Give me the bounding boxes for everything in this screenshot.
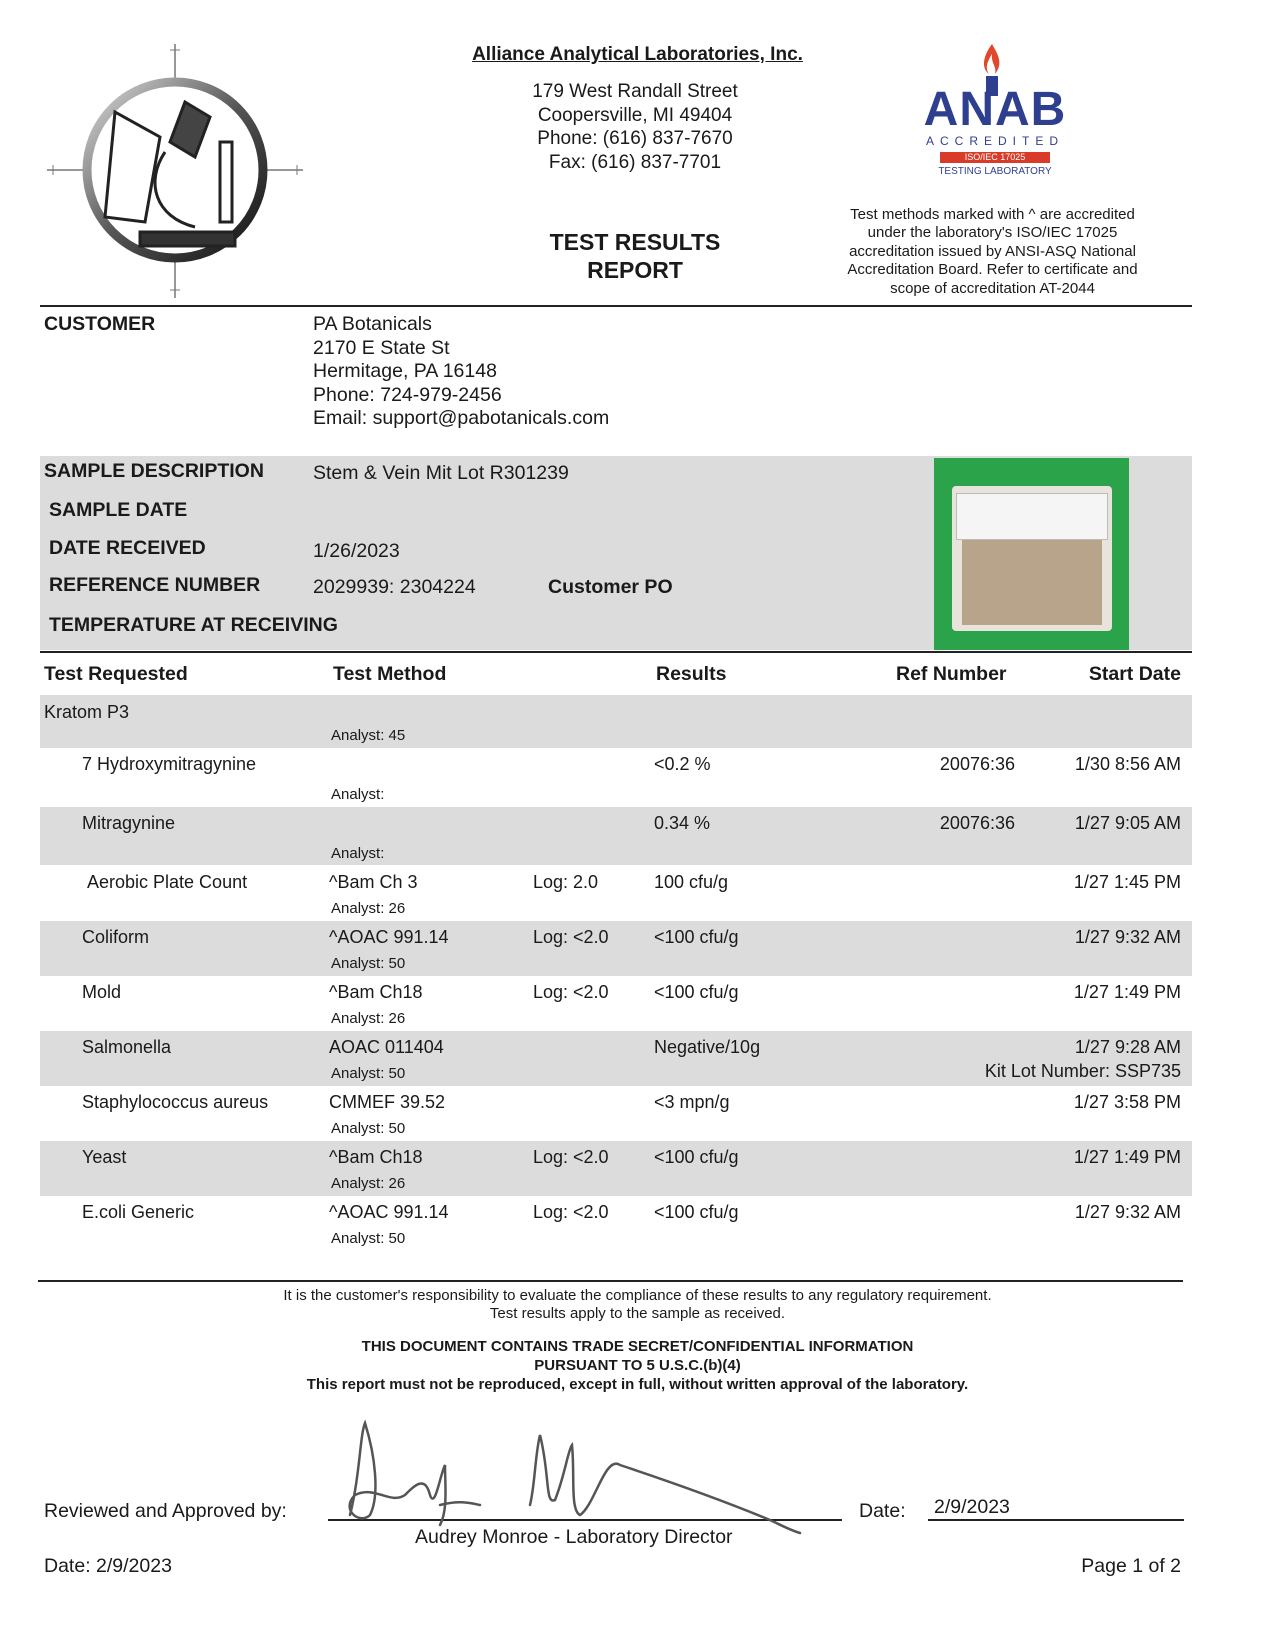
note-line: Test results apply to the sample as received. [489, 1305, 786, 1322]
test-ref: 20076:36 [939, 813, 1015, 833]
col-start-date: Start Date [1088, 663, 1181, 685]
col-ref-number: Ref Number [896, 663, 1007, 685]
page-number: Page 1 of 2 [1081, 1555, 1181, 1577]
test-name: Staphylococcus aureus [82, 1092, 269, 1112]
anab-standard-badge: ISO/IEC 17025 [940, 152, 1050, 163]
anab-testing-lab: TESTING LABORATORY [938, 166, 1052, 177]
test-log: Log: <2.0 [533, 1147, 609, 1167]
test-start: 1/27 1:49 PM [1073, 982, 1181, 1002]
test-start: 1/27 9:32 AM [1074, 1202, 1181, 1222]
customer-label: CUSTOMER [44, 313, 156, 335]
col-test-requested: Test Requested [44, 663, 188, 685]
note-line: Test methods marked with ^ are accredited [850, 206, 1135, 223]
test-start: 1/27 3:58 PM [1073, 1092, 1181, 1112]
reference-number-label: REFERENCE NUMBER [49, 574, 261, 596]
test-result: 100 cfu/g [654, 872, 729, 892]
test-name: Salmonella [82, 1037, 172, 1057]
temperature-label: TEMPERATURE AT RECEIVING [49, 614, 338, 636]
approval-date: 2/9/2023 [934, 1496, 1010, 1518]
phone-line: Phone: (616) 837-7670 [537, 128, 733, 149]
test-result: Negative/10g [654, 1037, 761, 1057]
address-line: Coopersville, MI 49404 [537, 104, 733, 126]
note-line: Accreditation Board. Refer to certificate and [847, 261, 1138, 279]
lab-logo [45, 42, 305, 300]
test-start: 1/27 9:05 AM [1074, 813, 1181, 833]
group-analyst: Analyst: 45 [331, 727, 406, 744]
test-analyst: Analyst: 50 [331, 955, 406, 972]
test-start: 1/27 9:28 AM [1074, 1037, 1181, 1057]
test-name: Aerobic Plate Count [87, 872, 248, 892]
test-result: <100 cfu/g [654, 1202, 739, 1222]
customer-email: Email: support@pabotanicals.com [313, 407, 610, 429]
date-received-label: DATE RECEIVED [49, 537, 206, 559]
test-start: 1/27 1:49 PM [1073, 1147, 1181, 1167]
col-results: Results [656, 663, 727, 685]
kit-lot-number: Kit Lot Number: SSP735 [984, 1061, 1181, 1081]
test-result: <100 cfu/g [654, 1147, 739, 1167]
test-log: Log: <2.0 [533, 982, 609, 1002]
note-line: under the laboratory's ISO/IEC 17025 [867, 224, 1118, 242]
test-start: 1/27 1:45 PM [1073, 872, 1181, 892]
reviewed-label: Reviewed and Approved by: [44, 1500, 287, 1522]
test-name: Coliform [82, 927, 150, 947]
row-band [40, 1141, 1192, 1196]
test-result: <100 cfu/g [654, 982, 739, 1002]
notice-line: This report must not be reproduced, except in full, without written approval of the laboratory. [306, 1376, 969, 1393]
col-test-method: Test Method [333, 663, 447, 685]
row-band [40, 921, 1192, 976]
test-log: Log: <2.0 [533, 1202, 609, 1222]
test-method: ^Bam Ch 3 [329, 872, 418, 892]
test-analyst: Analyst: 50 [331, 1230, 406, 1247]
approval-date-label: Date: [859, 1500, 906, 1522]
row-band [40, 807, 1192, 865]
sample-divider [40, 651, 1192, 653]
test-analyst: Analyst: 50 [331, 1120, 406, 1137]
report-title [455, 228, 815, 284]
test-ref: 20076:36 [939, 754, 1015, 774]
test-analyst: Analyst: [331, 845, 385, 862]
notice-line: PURSUANT TO 5 U.S.C.(b)(4) [534, 1357, 741, 1374]
sample-description-label: SAMPLE DESCRIPTION [44, 460, 264, 482]
test-start: 1/30 8:56 AM [1074, 754, 1181, 774]
test-method: ^AOAC 991.14 [329, 927, 449, 947]
test-name: E.coli Generic [82, 1202, 195, 1222]
test-name: Yeast [82, 1147, 127, 1167]
test-start: 1/27 9:32 AM [1074, 927, 1181, 947]
test-method: AOAC 011404 [329, 1037, 444, 1057]
lab-name: Alliance Analytical Laboratories, Inc. [472, 44, 803, 65]
test-analyst: Analyst: 50 [331, 1065, 406, 1082]
anab-accredited: ACCREDITED [925, 134, 1064, 148]
customer-po-label: Customer PO [548, 576, 673, 598]
test-analyst: Analyst: 26 [331, 900, 406, 917]
test-analyst: Analyst: 26 [331, 1010, 406, 1027]
test-result: <0.2 % [654, 754, 711, 774]
sample-date-label: SAMPLE DATE [49, 499, 188, 521]
test-method: CMMEF 39.52 [329, 1092, 446, 1112]
customer-city: Hermitage, PA 16148 [313, 360, 497, 382]
footer-divider [38, 1280, 1183, 1282]
anab-wordmark: ANAB [923, 83, 1067, 136]
test-result: 0.34 % [654, 813, 711, 833]
test-log: Log: 2.0 [533, 872, 599, 892]
compliance-note [0, 1287, 1275, 1323]
header-divider [40, 305, 1192, 307]
address-line: 179 West Randall Street [532, 81, 738, 102]
note-line: scope of accreditation AT-2044 [890, 279, 1095, 297]
sample-description: Stem & Vein Mit Lot R301239 [313, 462, 569, 484]
test-result: <100 cfu/g [654, 927, 739, 947]
accreditation-note [820, 206, 1165, 298]
group-name: Kratom P3 [44, 702, 130, 722]
notice-line: THIS DOCUMENT CONTAINS TRADE SECRET/CONFIDENTIAL INFORMATION [361, 1338, 914, 1355]
confidential-notice [0, 1337, 1275, 1394]
signer-title: Audrey Monroe - Laboratory Director [415, 1526, 733, 1548]
test-method: ^Bam Ch18 [329, 1147, 423, 1167]
test-name: Mold [82, 982, 122, 1002]
lab-address [455, 80, 815, 174]
note-line: It is the customer's responsibility to evaluate the compliance of these results to any regulatory requirement. [283, 1287, 992, 1304]
test-method: ^Bam Ch18 [329, 982, 423, 1002]
customer-info [313, 313, 609, 431]
note-line: accreditation issued by ANSI-ASQ National [849, 242, 1136, 260]
reference-number: 2029939: 2304224 [313, 576, 476, 598]
test-log: Log: <2.0 [533, 927, 609, 947]
sample-photo [934, 458, 1129, 650]
fax-line: Fax: (616) 837-7701 [548, 151, 722, 173]
test-analyst: Analyst: 26 [331, 1175, 406, 1192]
anab-logo [905, 42, 1085, 182]
test-name: 7 Hydroxymitragynine [82, 754, 257, 774]
date-received: 1/26/2023 [313, 540, 400, 562]
report-date: Date: 2/9/2023 [44, 1555, 172, 1577]
group-row [40, 695, 1192, 748]
test-method: ^AOAC 991.14 [329, 1202, 449, 1222]
customer-phone: Phone: 724-979-2456 [313, 383, 502, 406]
approval-date-line [928, 1519, 1184, 1521]
report-title-line: TEST RESULTS [549, 229, 721, 255]
test-analyst: Analyst: [331, 786, 385, 803]
test-result: <3 mpn/g [654, 1092, 730, 1112]
report-title-line: REPORT [587, 257, 683, 283]
customer-name: PA Botanicals [313, 313, 432, 335]
customer-street: 2170 E State St [313, 336, 450, 359]
test-name: Mitragynine [82, 813, 176, 833]
